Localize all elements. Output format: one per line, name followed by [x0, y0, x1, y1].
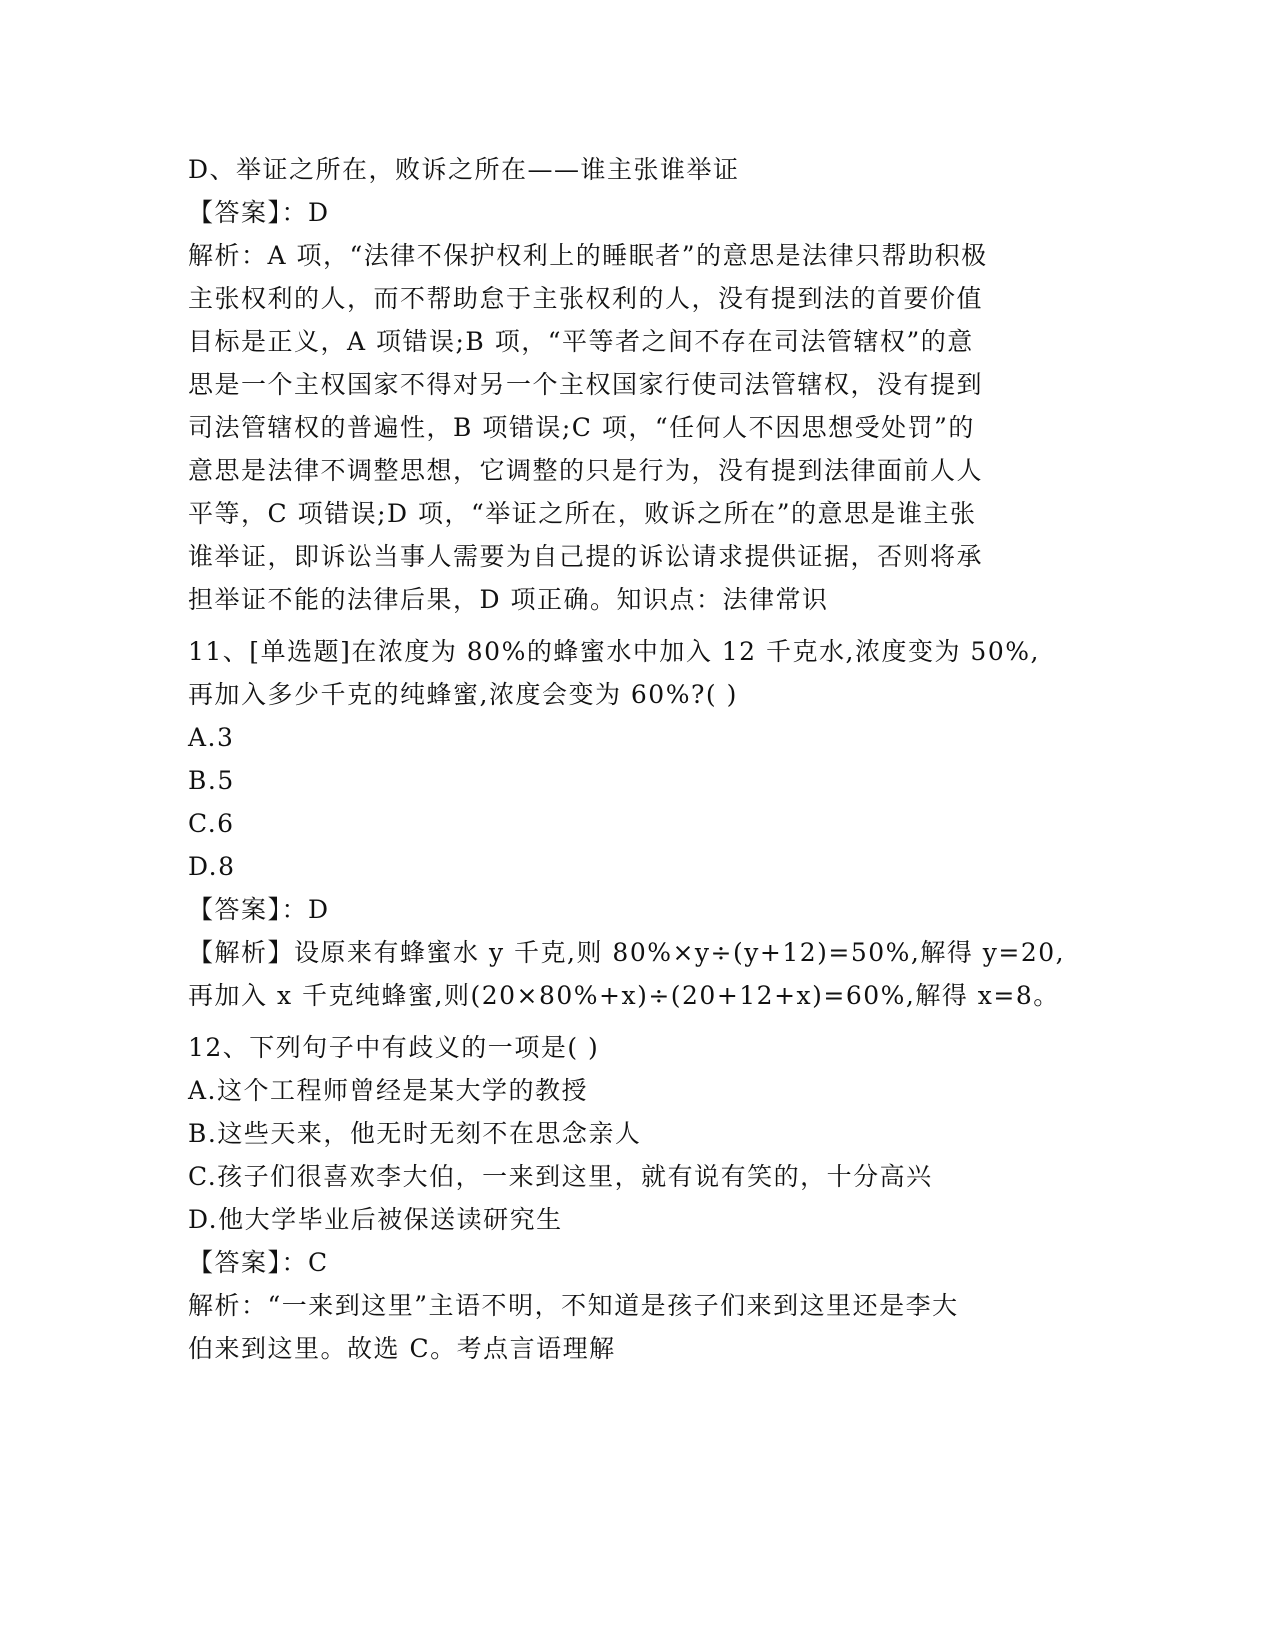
- q10-explanation-line: 思是一个主权国家不得对另一个主权国家行使司法管辖权，没有提到: [188, 370, 984, 399]
- q10-answer: 【答案】：D: [188, 198, 330, 227]
- q12-answer: 【答案】：C: [188, 1248, 329, 1277]
- q10-explanation-line: 担举证不能的法律后果，D 项正确。知识点：法律常识: [188, 585, 829, 614]
- q12-option-b: B.这些天来，他无时无刻不在思念亲人: [188, 1119, 642, 1148]
- q10-option-d: D、举证之所在，败诉之所在——谁主张谁举证: [188, 155, 740, 184]
- q10-explanation-line: 平等，C 项错误;D 项，“举证之所在，败诉之所在”的意思是谁主张: [188, 499, 977, 528]
- q12-explanation-line: 伯来到这里。故选 C。考点言语理解: [188, 1334, 616, 1363]
- q11-option-a: A.3: [188, 723, 235, 752]
- q11-explanation-line: 再加入 x 千克纯蜂蜜,则(20×80%+x)÷(20+12+x)=60%,解得 x=8。: [188, 981, 1060, 1010]
- q12-option-a: A.这个工程师曾经是某大学的教授: [188, 1076, 589, 1105]
- q11-option-b: B.5: [188, 766, 235, 795]
- q11-answer: 【答案】：D: [188, 895, 330, 924]
- q12-explanation-line: 解析：“一来到这里”主语不明，不知道是孩子们来到这里还是李大: [188, 1291, 959, 1320]
- q11-explanation-line: 【解析】设原来有蜂蜜水 y 千克,则 80%×y÷(y+12)=50%,解得 y=20,: [188, 938, 1066, 967]
- q10-explanation-line: 目标是正义，A 项错误;B 项，“平等者之间不存在司法管辖权”的意: [188, 327, 974, 356]
- q11-option-c: C.6: [188, 809, 235, 838]
- q10-explanation-line: 主张权利的人，而不帮助怠于主张权利的人，没有提到法的首要价值: [188, 284, 984, 313]
- q10-explanation-line: 司法管辖权的普遍性，B 项错误;C 项，“任何人不因思想受处罚”的: [188, 413, 975, 442]
- page-content: [188, 148, 1088, 1370]
- q10-explanation-line: 解析：A 项，“法律不保护权利上的睡眠者”的意思是法律只帮助积极: [188, 241, 988, 270]
- q12-option-d: D.他大学毕业后被保送读研究生: [188, 1205, 563, 1234]
- q10-explanation-line: 谁举证，即诉讼当事人需要为自己提的诉讼请求提供证据，否则将承: [188, 542, 984, 571]
- q10-explanation-line: 意思是法律不调整思想，它调整的只是行为，没有提到法律面前人人: [188, 456, 984, 485]
- q11-stem-line: 11、[单选题]在浓度为 80%的蜂蜜水中加入 12 千克水,浓度变为 50%,: [188, 637, 1040, 666]
- q11-stem-line: 再加入多少千克的纯蜂蜜,浓度会变为 60%?( ): [188, 680, 738, 709]
- question-12-section: [188, 1026, 1088, 1370]
- q12-option-c: C.孩子们很喜欢李大伯，一来到这里，就有说有笑的，十分高兴: [188, 1162, 933, 1191]
- question-11-section: [188, 630, 1088, 1017]
- q11-option-d: D.8: [188, 852, 236, 881]
- q12-stem: 12、下列句子中有歧义的一项是( ): [188, 1033, 600, 1062]
- question-10-section: [188, 148, 1088, 621]
